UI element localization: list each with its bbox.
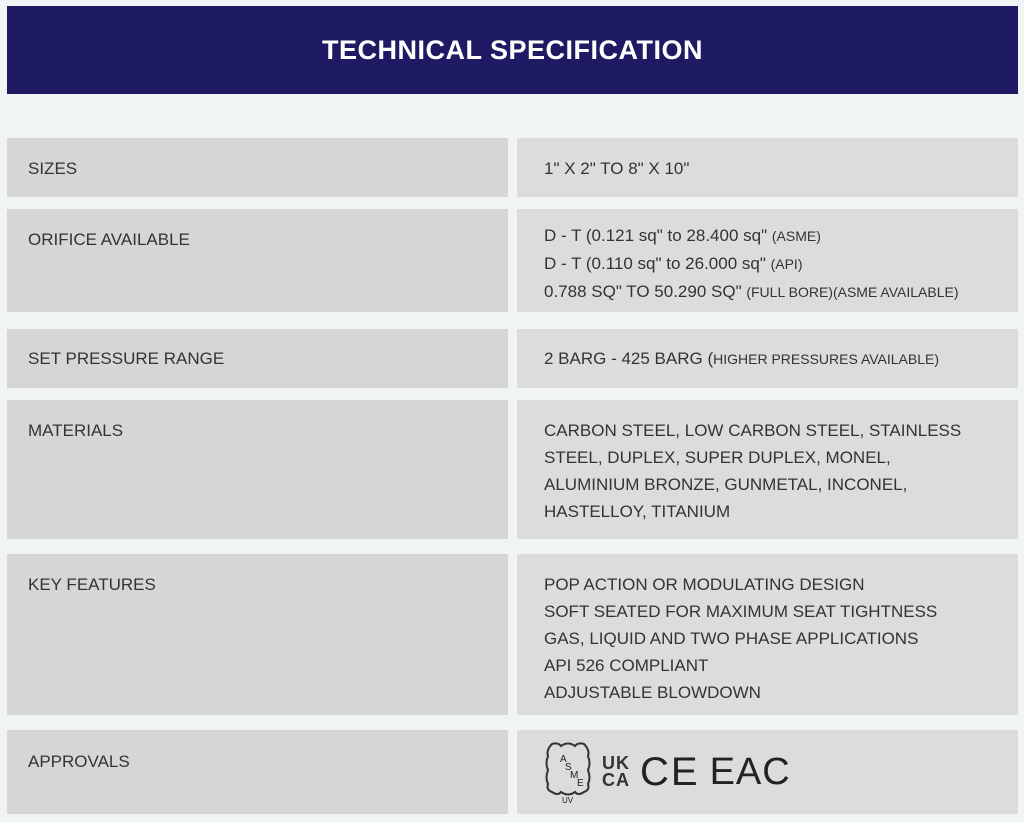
feature-item: GAS, LIQUID AND TWO PHASE APPLICATIONS bbox=[544, 629, 919, 648]
pressure-label: SET PRESSURE RANGE bbox=[28, 349, 225, 368]
feature-item: ADJUSTABLE BLOWDOWN bbox=[544, 683, 761, 702]
feature-item: SOFT SEATED FOR MAXIMUM SEAT TIGHTNESS bbox=[544, 602, 938, 621]
feature-item: POP ACTION OR MODULATING DESIGN bbox=[544, 575, 865, 594]
spec-value bbox=[517, 554, 1018, 715]
orifice-line: D - T (0.110 sq" to 26.000 sq" (API) bbox=[544, 254, 803, 273]
approval-logos bbox=[544, 730, 1018, 814]
materials-line: STEEL, DUPLEX, SUPER DUPLEX, MONEL, bbox=[544, 448, 891, 467]
asme-letter: E bbox=[577, 778, 584, 789]
materials-line: CARBON STEEL, LOW CARBON STEEL, STAINLESS bbox=[544, 421, 962, 440]
sizes-label: SIZES bbox=[28, 159, 78, 178]
spec-row-sizes bbox=[7, 138, 1018, 197]
spec-value bbox=[517, 400, 1018, 539]
pressure-value: 2 BARG - 425 BARG (HIGHER PRESSURES AVAILABLE) bbox=[544, 349, 940, 368]
asme-stamp: UV bbox=[562, 796, 574, 804]
materials-label: MATERIALS bbox=[28, 421, 124, 440]
spec-row-features bbox=[7, 554, 1018, 715]
spec-row-materials bbox=[7, 400, 1018, 539]
spec-value bbox=[517, 329, 1018, 388]
asme-letter: S bbox=[565, 762, 572, 773]
orifice-label: ORIFICE AVAILABLE bbox=[28, 230, 190, 249]
spec-value bbox=[517, 209, 1018, 312]
spec-row-pressure bbox=[7, 329, 1018, 388]
features-label: KEY FEATURES bbox=[28, 575, 156, 594]
approvals-label: APPROVALS bbox=[28, 752, 130, 771]
spec-label bbox=[7, 730, 508, 814]
spec-label bbox=[7, 138, 508, 197]
asme-letter: A bbox=[560, 754, 567, 765]
asme-logo bbox=[544, 740, 592, 804]
eac-mark: EAC bbox=[709, 750, 791, 793]
asme-letter: M bbox=[570, 770, 579, 781]
feature-item: API 526 COMPLIANT bbox=[544, 656, 709, 675]
sizes-value: 1" X 2" TO 8" X 10" bbox=[544, 159, 690, 178]
spec-label bbox=[7, 209, 508, 312]
materials-line: HASTELLOY, TITANIUM bbox=[544, 502, 731, 521]
orifice-line: 0.788 SQ" TO 50.290 SQ" (FULL BORE)(ASME AVAILABLE) bbox=[544, 282, 959, 301]
page-title: TECHNICAL SPECIFICATION bbox=[321, 34, 703, 65]
page-header bbox=[7, 6, 1018, 94]
spec-label bbox=[7, 400, 508, 539]
ce-mark: CE bbox=[640, 749, 700, 794]
spec-label bbox=[7, 554, 508, 715]
spec-label bbox=[7, 329, 508, 388]
spec-value bbox=[517, 138, 1018, 197]
orifice-line: D - T (0.121 sq" to 28.400 sq" (ASME) bbox=[544, 226, 821, 245]
spec-value bbox=[517, 730, 1018, 814]
ukca-mark: UK CA bbox=[602, 753, 630, 790]
materials-line: ALUMINIUM BRONZE, GUNMETAL, INCONEL, bbox=[544, 475, 908, 494]
spec-row-approvals bbox=[7, 730, 1018, 814]
spec-row-orifice bbox=[7, 209, 1018, 312]
